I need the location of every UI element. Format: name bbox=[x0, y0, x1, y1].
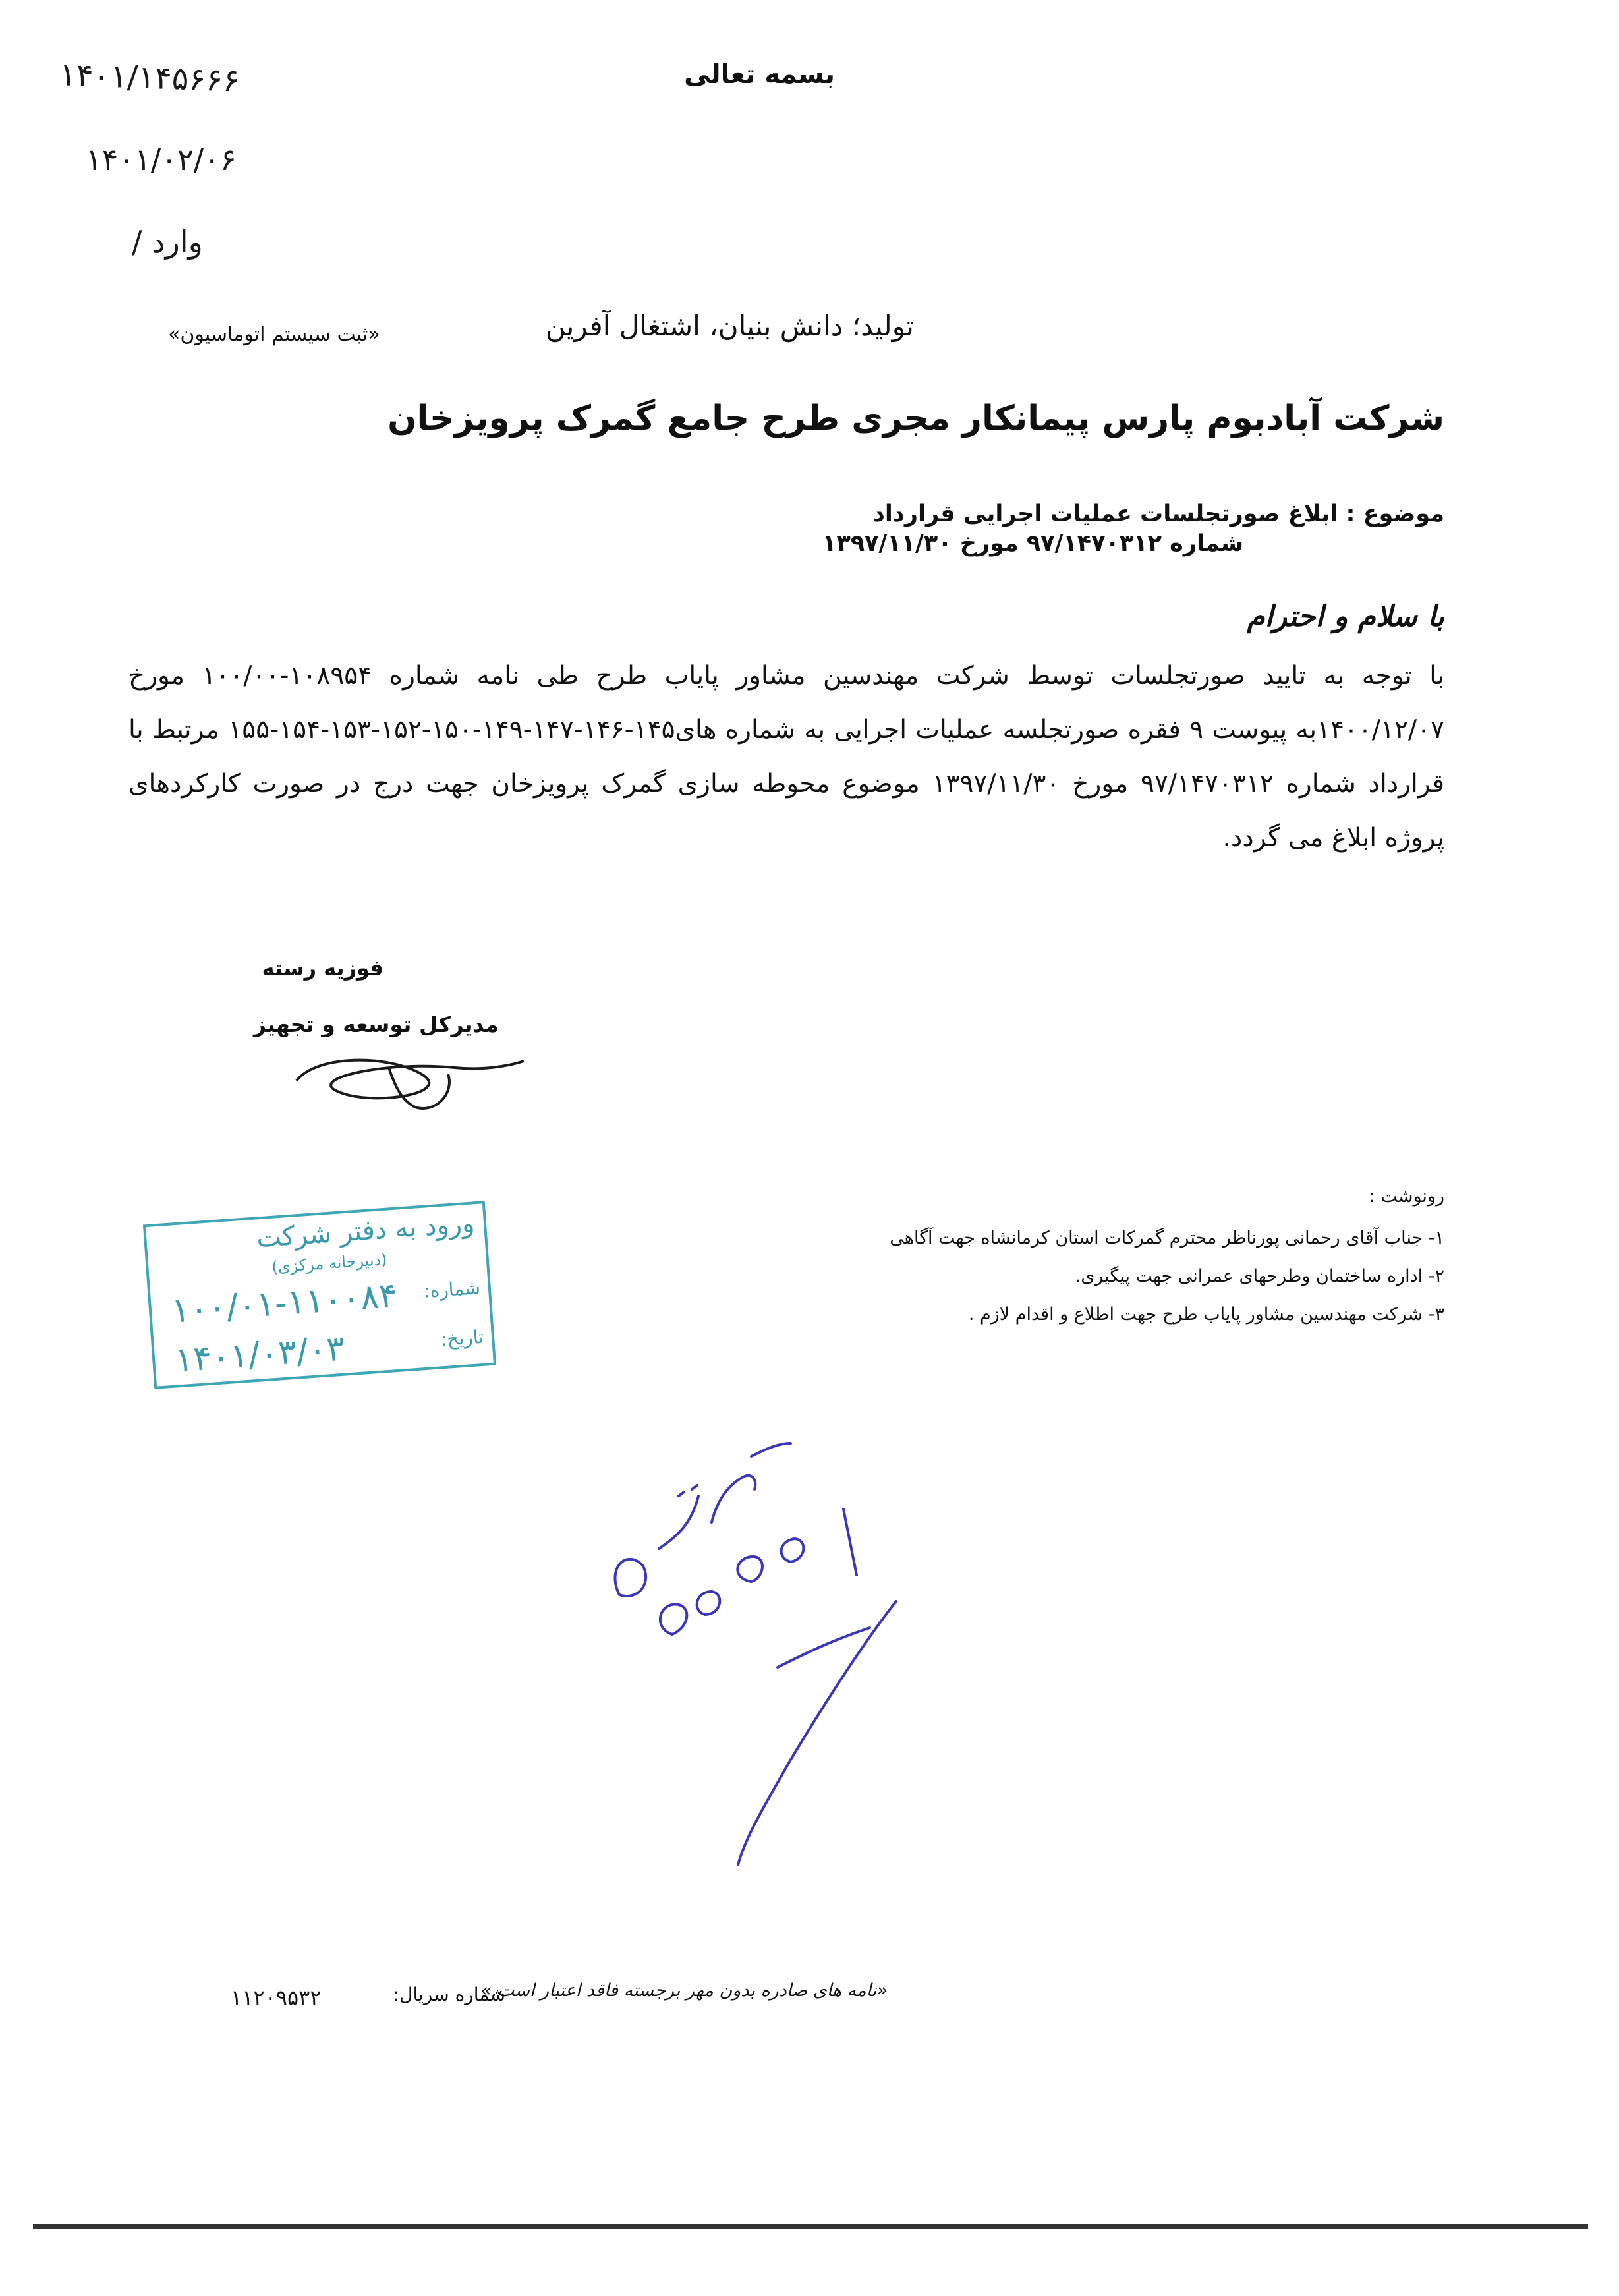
stamp-number-label: شماره: bbox=[423, 1277, 481, 1302]
serial-label: شماره سریال: bbox=[393, 1984, 505, 2005]
cc-title: رونوشت : bbox=[1369, 1186, 1444, 1207]
cc-item: ۳- شرکت مهندسین مشاور پایاب طرح جهت اطلاع و اقدام لازم . bbox=[968, 1304, 1444, 1325]
greeting: با سلام و احترام bbox=[1247, 600, 1444, 633]
serial-value: ۱۱۲۰۹۵۳۲ bbox=[231, 1985, 322, 2010]
signer-title: مدیرکل توسعه و تجهیز bbox=[253, 1012, 499, 1037]
cc-item: ۲- اداره ساختمان وطرحهای عمرانی جهت پیگیری. bbox=[1075, 1266, 1444, 1286]
reference-number: ۱۴۰۱/۱۴۵۶۶۶ bbox=[59, 56, 241, 100]
reference-date: ۱۴۰۱/۰۲/۰۶ bbox=[86, 142, 237, 177]
automation-note: «ثبت سیستم اتوماسیون» bbox=[168, 323, 380, 346]
slogan: تولید؛ دانش بنیان، اشتغال آفرین bbox=[545, 310, 914, 342]
letter-body-paragraph: با توجه به تایید صورتجلسات توسط شرکت مهندسین مشاور پایاب طرح طی نامه شماره ۱۰۸۹۵۴-۱۰۰/۰۰ مورخ ۱۴۰۰/۱۲/۰۷به پیوست ۹ فقره صورتجلسه عملیات اجرایی به شماره های۱۴۵-۱۴۶-۱۴۷-۱۴۹-۱۵۰-۱۵۲-۱۵۳-۱۵۴-۱۵۵ مرتبط با قرارداد شماره ۹۷/۱۴۷۰۳۱۲ مورخ ۱۳۹۷/۱۱/۳۰ موضوع محوطه سازی گمرک پرویزخان جهت درج در صورت کارکردهای پروژه ابلاغ می گردد. bbox=[128, 661, 1444, 853]
received-stamp bbox=[143, 1201, 496, 1389]
stamp-title: ورود به دفتر شرکت bbox=[255, 1208, 476, 1254]
cc-list bbox=[785, 1219, 1444, 1334]
subject-line-reference: شماره ۹۷/۱۴۷۰۳۱۲ مورخ ۱۳۹۷/۱۱/۳۰ bbox=[822, 531, 1243, 557]
bismillah-heading: بسمه تعالی bbox=[684, 59, 835, 90]
stamp-subtitle: (دبیرخانه مرکزی) bbox=[271, 1249, 388, 1277]
letter-body bbox=[128, 649, 1444, 865]
stamp-date-value: ۱۴۰۱/۰۳/۰۳ bbox=[173, 1329, 347, 1381]
subject-line: موضوع : ابلاغ صورتجلسات عملیات اجرایی قرارداد bbox=[872, 501, 1444, 527]
signature-scribble bbox=[290, 1028, 527, 1120]
signer-name: فوزیه رسته bbox=[262, 956, 383, 981]
stamp-number-value: ۱۰۰/۰۱-۱۱۰۰۸۴ bbox=[170, 1275, 399, 1331]
handwritten-note bbox=[580, 1417, 949, 1891]
cc-item: ۱- جناب آقای رحمانی پورناظر محترم گمرکات استان کرمانشاه جهت آگاهی bbox=[890, 1228, 1444, 1248]
bottom-scan-edge bbox=[33, 2224, 1588, 2229]
addressee: شرکت آبادبوم پارس پیمانکار مجری طرح جامع گمرک پرویزخان bbox=[387, 399, 1444, 438]
stamp-date-label: تاریخ: bbox=[440, 1325, 485, 1351]
incoming-mark: وارد / bbox=[132, 224, 203, 260]
footer-note: «نامه های صادره بدون مهر برجسته فاقد اعتبار است.» bbox=[480, 1980, 888, 2001]
